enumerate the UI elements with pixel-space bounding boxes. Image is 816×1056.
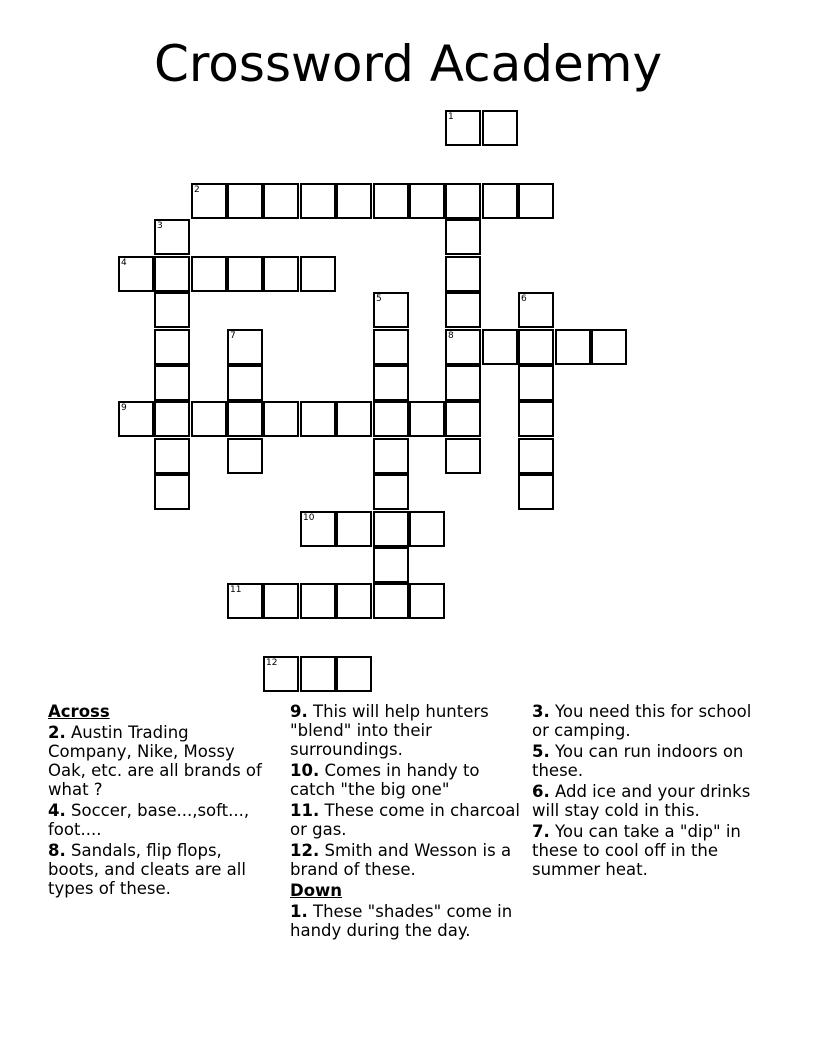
grid-cell[interactable] — [154, 219, 190, 255]
grid-cell[interactable] — [445, 365, 481, 401]
grid-cell[interactable] — [445, 110, 481, 146]
grid-cell[interactable] — [591, 329, 627, 365]
across-heading: Across — [48, 702, 110, 721]
grid-cell[interactable] — [227, 183, 263, 219]
grid-cell[interactable] — [445, 329, 481, 365]
grid-cell[interactable] — [300, 256, 336, 292]
grid-cell[interactable] — [227, 365, 263, 401]
grid-cell[interactable] — [191, 183, 227, 219]
clue-across-11: 11. These come in charcoal or gas. — [290, 801, 521, 839]
grid-cell[interactable] — [445, 219, 481, 255]
clue-number: 7 — [230, 331, 236, 341]
grid-cell[interactable] — [154, 401, 190, 437]
grid-cell[interactable] — [445, 183, 481, 219]
clue-across-9: 9. This will help hunters "blend" into their surroundings. — [290, 702, 489, 759]
clue-across-4: 4. Soccer, base...,soft..., foot.... — [48, 801, 250, 839]
clue-down-7: 7. You can take a "dip" in these to cool off in the summer heat. — [532, 822, 741, 879]
grid-cell[interactable] — [373, 547, 409, 583]
clue-number: 8 — [448, 331, 454, 341]
grid-cell[interactable] — [409, 583, 445, 619]
grid-cell[interactable] — [300, 183, 336, 219]
grid-cell[interactable] — [300, 583, 336, 619]
grid-cell[interactable] — [263, 256, 299, 292]
grid-cell[interactable] — [555, 329, 591, 365]
grid-cell[interactable] — [263, 183, 299, 219]
grid-cell[interactable] — [154, 474, 190, 510]
grid-cell[interactable] — [227, 583, 263, 619]
grid-cell[interactable] — [518, 292, 554, 328]
clue-number: 1 — [448, 112, 454, 122]
grid-cell[interactable] — [154, 438, 190, 474]
grid-cell[interactable] — [373, 329, 409, 365]
clue-number: 11 — [230, 585, 242, 595]
clue-number: 4 — [121, 258, 127, 268]
grid-cell[interactable] — [518, 183, 554, 219]
clue-column-2 — [290, 702, 520, 942]
grid-cell[interactable] — [191, 401, 227, 437]
grid-cell[interactable] — [300, 401, 336, 437]
grid-cell[interactable] — [373, 438, 409, 474]
grid-cell[interactable] — [227, 329, 263, 365]
grid-cell[interactable] — [373, 183, 409, 219]
grid-cell[interactable] — [263, 656, 299, 692]
grid-cell[interactable] — [300, 656, 336, 692]
grid-cell[interactable] — [336, 511, 372, 547]
grid-cell[interactable] — [263, 583, 299, 619]
grid-cell[interactable] — [336, 583, 372, 619]
down-heading: Down — [290, 881, 343, 900]
grid-cell[interactable] — [373, 365, 409, 401]
clue-column-3 — [532, 702, 768, 881]
grid-cell[interactable] — [445, 438, 481, 474]
grid-cell[interactable] — [445, 256, 481, 292]
clue-across-2: 2. Austin Trading Company, Nike, Mossy Oak, etc. are all brands of what ? — [48, 723, 262, 799]
grid-cell[interactable] — [373, 583, 409, 619]
grid-cell[interactable] — [336, 401, 372, 437]
grid-cell[interactable] — [154, 256, 190, 292]
clue-across-10: 10. Comes in handy to catch "the big one" — [290, 761, 480, 799]
clue-column-1 — [48, 702, 270, 900]
grid-cell[interactable] — [518, 474, 554, 510]
clue-number: 9 — [121, 403, 127, 413]
clue-down-5: 5. You can run indoors on these. — [532, 742, 744, 780]
grid-cell[interactable] — [445, 401, 481, 437]
grid-cell[interactable] — [373, 511, 409, 547]
grid-cell[interactable] — [336, 656, 372, 692]
grid-cell[interactable] — [227, 256, 263, 292]
grid-cell[interactable] — [445, 292, 481, 328]
clue-down-3: 3. You need this for school or camping. — [532, 702, 752, 740]
grid-cell[interactable] — [191, 256, 227, 292]
grid-cell[interactable] — [227, 401, 263, 437]
grid-cell[interactable] — [518, 438, 554, 474]
grid-cell[interactable] — [409, 183, 445, 219]
page-title: Crossword Academy — [153, 35, 663, 93]
clue-down-1: 1. These "shades" come in handy during the day. — [290, 902, 513, 940]
clue-down-6: 6. Add ice and your drinks will stay cold in this. — [532, 782, 751, 820]
clue-number: 6 — [521, 294, 527, 304]
grid-cell[interactable] — [373, 292, 409, 328]
grid-cell[interactable] — [336, 183, 372, 219]
clue-number: 10 — [303, 513, 315, 523]
grid-cell[interactable] — [482, 110, 518, 146]
grid-cell[interactable] — [373, 474, 409, 510]
clue-number: 2 — [194, 185, 200, 195]
clue-across-12: 12. Smith and Wesson is a brand of these. — [290, 841, 512, 879]
grid-cell[interactable] — [118, 401, 154, 437]
grid-cell[interactable] — [482, 329, 518, 365]
clue-across-8: 8. Sandals, flip flops, boots, and cleats are all types of these. — [48, 841, 246, 898]
grid-cell[interactable] — [154, 292, 190, 328]
grid-cell[interactable] — [154, 329, 190, 365]
grid-cell[interactable] — [518, 365, 554, 401]
grid-cell[interactable] — [482, 183, 518, 219]
grid-cell[interactable] — [518, 329, 554, 365]
grid-cell[interactable] — [409, 511, 445, 547]
clue-number: 3 — [157, 221, 163, 231]
grid-cell[interactable] — [263, 401, 299, 437]
clue-number: 5 — [376, 294, 382, 304]
grid-cell[interactable] — [518, 401, 554, 437]
clue-number: 12 — [266, 658, 278, 668]
grid-cell[interactable] — [118, 256, 154, 292]
grid-cell[interactable] — [409, 401, 445, 437]
grid-cell[interactable] — [154, 365, 190, 401]
grid-cell[interactable] — [227, 438, 263, 474]
grid-cell[interactable] — [373, 401, 409, 437]
grid-cell[interactable] — [300, 511, 336, 547]
